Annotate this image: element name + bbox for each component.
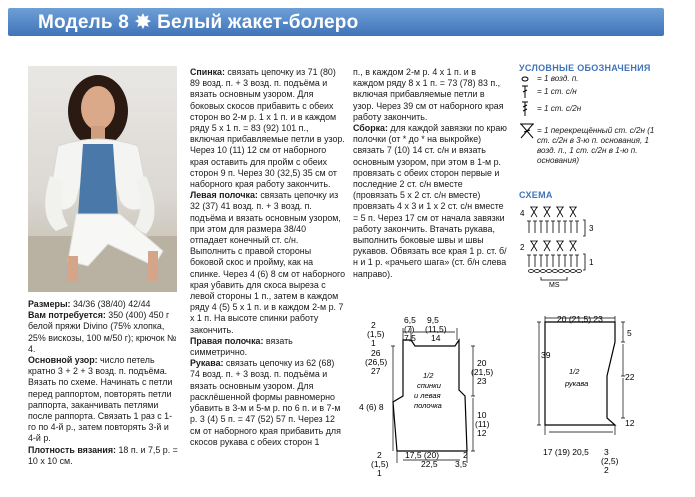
bf-dim-17: (11) xyxy=(475,419,490,429)
sleeves-continued-paragraph xyxy=(353,67,507,123)
crossed-treble-icon xyxy=(519,123,537,139)
density-paragraph xyxy=(28,445,178,467)
treble-crochet-icon xyxy=(519,101,535,117)
scheme-title: СХЕМА xyxy=(519,190,553,200)
sl-dim-4: 22 xyxy=(625,372,635,382)
sl-dim-1: 20 (21,5) 23 xyxy=(557,314,603,324)
scheme-rapport-bracket xyxy=(541,277,567,280)
bf-dim-1: 2 xyxy=(371,320,376,330)
sleeves-paragraph xyxy=(190,358,345,448)
density-label: Плотность вязания: xyxy=(28,444,117,455)
back-value: связать цепочку из 71 (80) 89 возд. п. + 3 возд. п. подъёма и вязать основным узором. Для боковых скосов прибавить с обеих сторон во 2-м р. 1 х 1 п. и в каждом ряду 5 х 1 п. = 83 (92) 101 п., включая прибавляемые петли в узор. Через 10 (11) 12 см от наборного края оставить для пройм с обеих сторон 9 п. Через 30 (32,5) 35 см от наборного края работу закончить. xyxy=(190,67,345,190)
legend-item-chain: = 1 возд. п. xyxy=(537,74,579,83)
bf-dim-6: 7,5 xyxy=(404,333,416,343)
sleeves-value: связать цепочку из 62 (68) 74 возд. п. + 3 возд. п. подъёма и вязать основным узором. Для расклёшенной формы равномерно убавить в 3-м и 5-м р. по 6 п. и в 7-м р. 3 (4) 5 п. = 47 (52) 57 п. Через 12 см от наборного края прибавить для скосов рукава с обеих сторон 1 xyxy=(190,358,341,447)
scheme-label-row3: 3 xyxy=(589,224,594,233)
yarn-label: Вам потребуется: xyxy=(28,310,106,321)
legend-item-dc: = 1 ст. с/н xyxy=(537,87,577,96)
legend-title: УСЛОВНЫЕ ОБОЗНАЧЕНИЯ xyxy=(519,63,651,73)
bf-dim-16: 10 xyxy=(477,410,487,420)
sleeve-outline xyxy=(545,322,615,425)
photo-neck xyxy=(91,126,105,140)
bf-dim-21: (1,5) xyxy=(371,459,389,469)
sl-dim-9: 2 xyxy=(604,465,609,475)
sl-label-1: 1/2 xyxy=(569,367,580,376)
sl-label-2: рукава xyxy=(565,379,589,388)
right-front-paragraph xyxy=(190,336,345,358)
instructions-column-2 xyxy=(353,67,507,280)
bf-dim-11: (26,5) xyxy=(365,357,388,367)
double-crochet-icon xyxy=(519,85,535,99)
photo-illustration xyxy=(28,66,177,292)
sizes-paragraph xyxy=(28,299,178,310)
materials-column xyxy=(28,299,178,467)
bf-dim-15: 23 xyxy=(477,376,487,386)
sl-dim-3: 39 xyxy=(541,350,551,360)
sleeve-lower-dim xyxy=(621,378,625,418)
pattern-value: число петель кратно 3 + 2 + 3 возд. п. подъёма. Вязать по схеме. Начинать с петли перед раппортом, повторять петли раппорта, заканчивать петлями после раппорта. Связать 1 раз с 1-го по 4-й р., затем повторять 3-й и 4-й р. xyxy=(28,355,173,444)
bf-dim-12: 27 xyxy=(371,366,381,376)
bf-dim-10: 26 xyxy=(371,348,381,358)
sleeve-bottom-dim xyxy=(545,425,615,435)
back-front-left-dim xyxy=(391,346,395,451)
right-front-label: Правая полочка: xyxy=(190,335,264,346)
bf-label-3: и левая xyxy=(414,391,441,400)
sl-dim-8: (2,5) xyxy=(601,456,619,466)
back-paragraph xyxy=(190,67,345,190)
sl-dim-5: 12 xyxy=(625,418,635,428)
yarn-paragraph xyxy=(28,310,178,355)
back-front-pattern xyxy=(355,308,505,497)
bf-dim-18: 12 xyxy=(477,428,487,438)
bf-dim-20: 2 xyxy=(377,450,382,460)
sl-dim-2: 5 xyxy=(627,328,632,338)
bf-dim-24: 22,5 xyxy=(421,459,438,469)
left-front-paragraph xyxy=(190,190,345,336)
legend-item-tr: = 1 ст. с/2н xyxy=(537,104,582,113)
assembly-paragraph xyxy=(353,123,507,280)
scheme-label-row2: 2 xyxy=(520,243,525,252)
bf-dim-26: 3,5 xyxy=(455,459,467,469)
bf-dim-23: 17,5 (20) xyxy=(405,450,440,460)
density-value: 18 п. и 7,5 р. = 10 х 10 см. xyxy=(28,444,178,466)
model-photo xyxy=(28,66,177,292)
right-front-value: вязать симметрично. xyxy=(190,335,293,358)
bf-dim-9: 14 xyxy=(431,333,441,343)
sizes-label: Размеры: xyxy=(28,299,71,309)
scheme-chain-row xyxy=(529,270,582,273)
scheme-bracket-1 xyxy=(583,254,585,270)
sleeves-continued-value: п., в каждом 2-м р. 4 х 1 п. и в каждом ряду 8 х 1 п. = 73 (78) 83 п., включая прибавляемые петли в узор. Через 39 см от наборного края работу закончить. xyxy=(353,67,504,122)
sleeves-label: Рукава: xyxy=(190,358,224,369)
bf-dim-7: 9,5 xyxy=(427,315,439,325)
stitch-scheme xyxy=(519,203,609,288)
bf-label-2: спинки xyxy=(417,381,441,390)
assembly-label: Сборка: xyxy=(353,123,388,134)
pattern-label: Основной узор: xyxy=(28,355,98,366)
yarn-value: 350 (400) 450 г белой пряжи Divino (75% хлопка, 25% вискозы, 100 м/50 г); крючок № 4. xyxy=(28,310,177,354)
star-icon: ✸ xyxy=(135,12,152,33)
article-title xyxy=(38,11,358,34)
photo-top xyxy=(78,144,118,216)
instructions-column-1 xyxy=(190,67,345,448)
sizes-value: 34/36 (38/40) 42/44 xyxy=(70,299,151,309)
bf-dim-3: 1 xyxy=(371,338,376,348)
scheme-row-1-trebles xyxy=(527,255,579,267)
bf-dim-8: (11,5) xyxy=(425,324,447,334)
bf-label-1: 1/2 xyxy=(423,371,434,380)
bf-dim-25: 2 xyxy=(463,450,468,460)
scheme-label-row4: 4 xyxy=(520,209,525,218)
photo-leg-2 xyxy=(68,256,78,282)
sleeve-height-dim xyxy=(537,322,541,425)
bf-dim-13: 20 xyxy=(477,358,487,368)
photo-leg xyxy=(148,251,158,281)
bf-dim-4: 6,5 xyxy=(404,315,416,325)
scheme-bracket-3 xyxy=(583,220,585,236)
back-label: Спинка: xyxy=(190,67,225,77)
model-title: Белый жакет-болеро xyxy=(157,12,359,33)
scheme-row-4-crosses xyxy=(530,207,577,217)
bf-label-4: полочка xyxy=(414,401,442,410)
left-front-value: связать цепочку из 32 (37) 41 возд. п. + 3 возд. п. подъёма и вязать основным узором, при этом для размера 38/40 отпадает конечный ст. с/н. Выполнить с правой стороны боковой скос и пройму, как на спинке. Через 4 (6) 8 см от наборного края убавить для скоса выреза с левой стороны 1 п., затем в каждом ряду 4 (5) 5 х 1 п. и в каждом 2-м р. 7 х 1 п. На высоте спинки работу закончить. xyxy=(190,190,346,335)
bf-dim-19: 4 (6) 8 xyxy=(359,402,384,412)
photo-face xyxy=(81,86,115,130)
scheme-label-row1: 1 xyxy=(589,258,594,267)
scheme-row-2-crosses xyxy=(530,241,577,251)
scheme-label-ms: MS xyxy=(549,282,560,288)
pattern-paragraph xyxy=(28,355,178,445)
sleeve-pattern xyxy=(535,308,650,497)
legend-item-crossed: = 1 перекрещённый ст. с/2н (1 ст. с/2н в 3-ю п. основания, 1 возд. п., 1 ст. с/2н в 1-ю п. основания) xyxy=(537,126,655,165)
bf-dim-14: (21,5) xyxy=(471,367,494,377)
sl-dim-6: 17 (19) 20,5 xyxy=(543,447,589,457)
scheme-row-3-trebles xyxy=(527,221,579,233)
assembly-value: для каждой завязки по краю полочки (от * до * на выкройке) связать 7 (10) 14 ст. с/н и вязать основным узором, при этом в 1-м р. провязать с обеих сторон первые и последние 2 ст. с/н вместе (провязать 5 х 2 ст. с/н вместе) провязать 4 х 3 и 1 х 2 ст. с/н вместе = 5 п. Через 17 см от начала завязки работу закончить. Втачать рукава, выполнить боковые швы и швы рукавов. Обвязать все края 1 р. ст. б/н и 1 р. «рачьего шага» (ст. б/н слева направо). xyxy=(353,123,507,279)
bf-dim-2: (1,5) xyxy=(367,329,385,339)
article-header xyxy=(8,8,664,36)
sleeve-cap-dim xyxy=(621,322,625,342)
bf-dim-22: 1 xyxy=(377,468,382,478)
left-front-label: Левая полочка: xyxy=(190,190,258,201)
model-number: Модель 8 xyxy=(38,12,130,33)
bf-dim-5: (7) xyxy=(404,324,415,334)
sl-dim-7: 3 xyxy=(604,447,609,457)
chain-stitch-icon xyxy=(519,74,535,84)
